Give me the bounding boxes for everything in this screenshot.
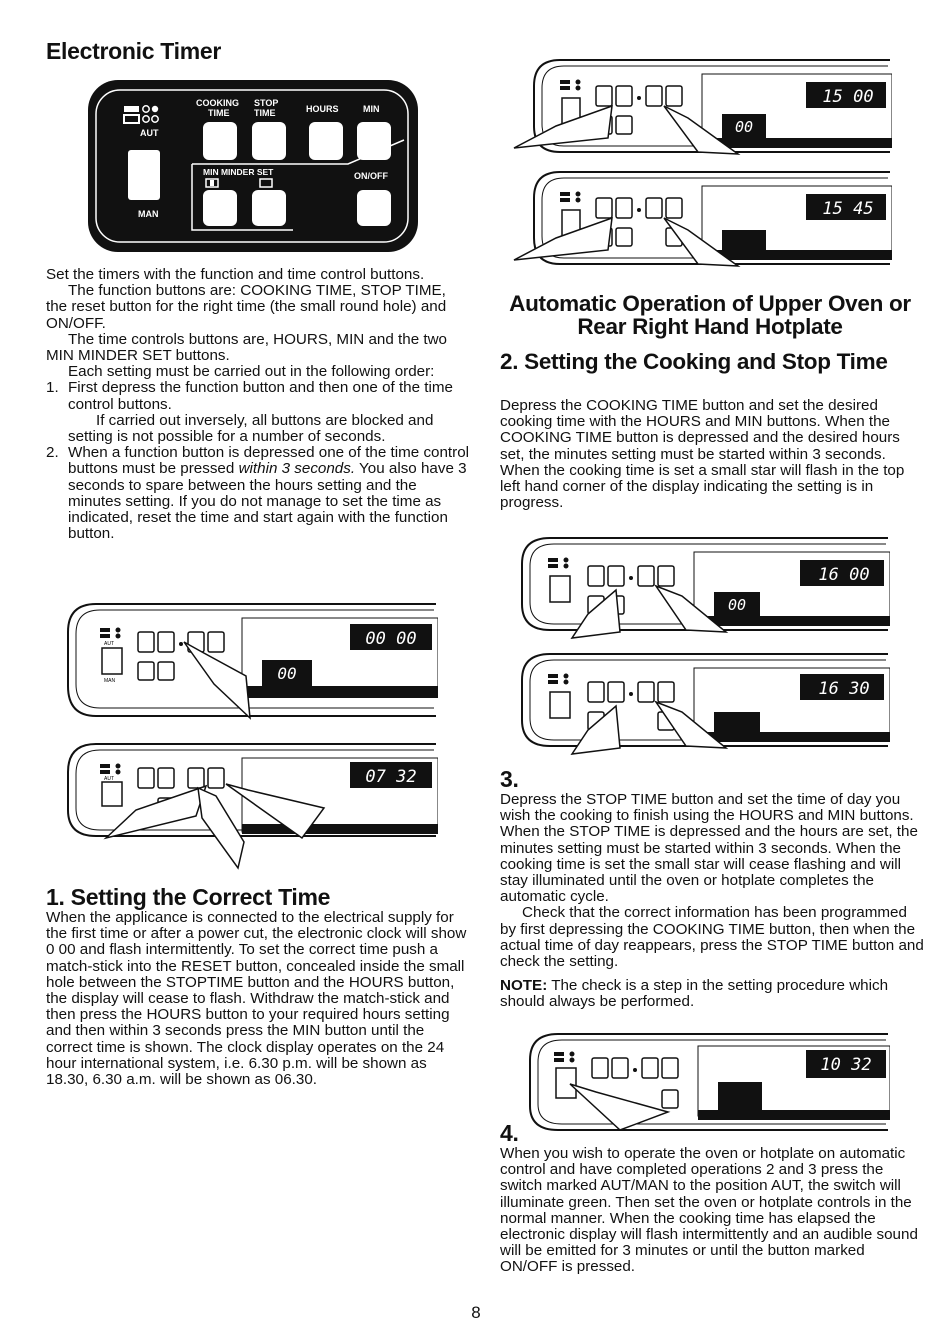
svg-text:AUT: AUT: [104, 776, 114, 782]
display-small-e: 00: [727, 596, 747, 614]
figure-lower-cooking-time: [516, 534, 890, 644]
display-small-a: 00: [277, 664, 297, 683]
on-off-button[interactable]: [357, 190, 391, 226]
man-label: MAN: [138, 209, 159, 219]
display-main-e: 16 00: [818, 565, 870, 585]
svg-text:TIME: TIME: [254, 108, 276, 118]
display-main-a: 00 00: [365, 629, 417, 649]
svg-text:STOP: STOP: [254, 98, 279, 108]
timer-panel-illustration: [88, 80, 418, 252]
display-main-f: 16 30: [818, 679, 870, 699]
section1-heading: 1. Setting the Correct Time: [46, 884, 331, 910]
svg-text:AUT: AUT: [104, 641, 114, 647]
on-off-label: ON/OFF: [354, 171, 388, 181]
section2-body: Depress the COOKING TIME button and set the desired cooking time with the HOURS and MIN buttons. When the COOKING TIME button is depressed and the desired hours set, the minutes setting must be started within 3 seconds. When the cooking time is set a small star will flash in the top left hand corner of the display indicating the setting is in progress.: [500, 397, 905, 512]
section4-heading: 4.: [500, 1120, 519, 1146]
min-button[interactable]: [357, 122, 391, 160]
display-small-c: 00: [734, 118, 754, 136]
figure-reset-display: [66, 600, 438, 720]
svg-text:MAN: MAN: [104, 678, 116, 684]
display-main-b: 07 32: [365, 767, 417, 787]
svg-text:TIME: TIME: [208, 108, 230, 118]
auto-operation-heading: Automatic Operation of Upper Oven or Rear Right Hand Hotplate: [509, 291, 911, 339]
display-main-g: 10 32: [820, 1055, 872, 1075]
figure-set-time: [66, 740, 438, 870]
aut-label: AUT: [140, 128, 159, 138]
figure-upper-cooking-time: [512, 56, 892, 166]
display-main-d: 15 45: [822, 199, 874, 219]
section3-heading: 3.: [500, 766, 519, 792]
svg-text:COOKING: COOKING: [196, 98, 240, 108]
section1-body: When the applicance is connected to the electrical supply for the first time or after a power cut, the electronic clock will show 0 00 and flash intermittently. To set the correct time push a match-stick into the RESET button, concealed inside the small hole between the STOPTIME button and the HOURS button, the display will cease to flash. Withdraw the match-stick and then press the HOURS button to your required hours setting and then within 3 seconds press the MIN button until the correct time is shown. The clock display operates on the 24 hour international system, i.e. 6.30 p.m. will be shown as 18.30, 6.30 a.m. will be shown as 06.30.: [46, 909, 467, 1089]
aut-man-switch[interactable]: [128, 150, 160, 200]
figure-lower-stop-time: [516, 650, 890, 760]
figure-upper-stop-time: [512, 168, 892, 278]
stop-time-button[interactable]: [252, 122, 286, 160]
section4-body: When you wish to operate the oven or hotplate on automatic control and have completed operations 2 and 3 press the switch marked AUT/MAN to the position AUT, the switch will illuminate green. Then set the oven or hotplate controls in the normal manner. When the cooking time has elapsed the electronic display will flash intermittently and an audible sound will be emitted for 3 minutes or until the button marked ON/OFF is pressed.: [500, 1145, 918, 1276]
section3-body: Depress the STOP TIME button and set the time of day you wish the cooking to finish using the HOURS and MIN buttons. When the STOP TIME is depressed and the hours are set, the minutes setting must be started within 3 seconds. When the cooking time is set the small star will cease flashing and will stay illuminated until the oven or hotplate completes the automatic cycle. Check that the correct information has been programmed by first depressing the COOKING TIME button, then when the actual time of day reappears, press the STOP TIME button and check the setting. NOTE: The check is a step in the setting procedure which should always be performed.: [500, 791, 924, 1011]
min-label: MIN: [363, 104, 380, 114]
min-minder-button-2[interactable]: [252, 190, 286, 226]
display-main-c: 15 00: [822, 87, 874, 107]
cooking-time-button[interactable]: [203, 122, 237, 160]
hours-label: HOURS: [306, 104, 339, 114]
intro-text: Set the timers with the function and time control buttons. The function buttons are: COOKING TIME, STOP TIME, the reset button for the right time (the small round hole) and ON/OFF. The time controls buttons are, HOURS, MIN and the two MIN MINDER SET buttons. Each setting must be carried out in the following order: 1. First depress the function button and then one of the time control buttons. If carried out inversely, all buttons are blocked and setting is not possible for a number of seconds. 2. When a function button is depressed one of the time control buttons must be pressed within 3 seconds. You also have 3 seconds to spare between the hours setting and the minutes setting. If you do not manage to set the time as indicated, reset the time and start again with the function button.: [46, 266, 470, 543]
figure-aut-switch: [518, 1030, 890, 1134]
section2-heading: 2. Setting the Cooking and Stop Time: [500, 349, 888, 374]
page-number: 8: [471, 1303, 481, 1322]
page-title: Electronic Timer: [46, 38, 222, 64]
min-minder-button-1[interactable]: [203, 190, 237, 226]
hours-button[interactable]: [309, 122, 343, 160]
min-minder-set-label: MIN MINDER SET: [203, 167, 274, 177]
